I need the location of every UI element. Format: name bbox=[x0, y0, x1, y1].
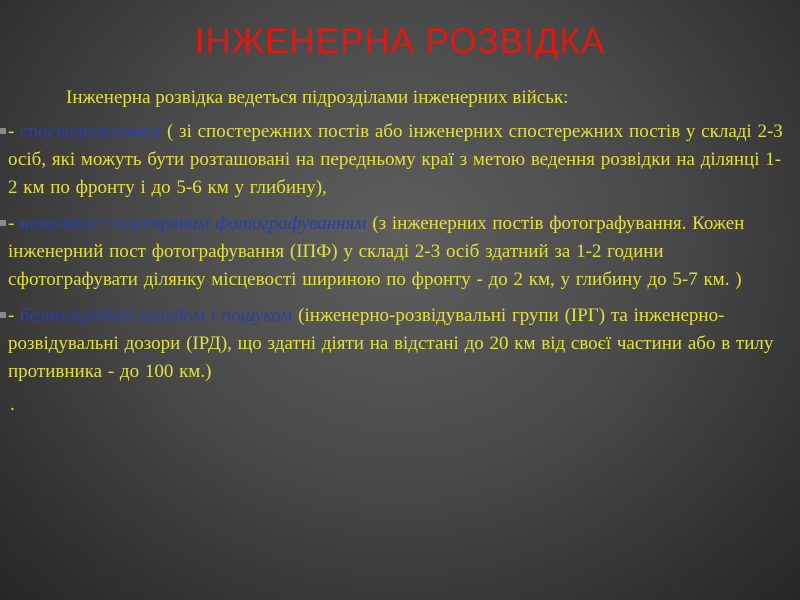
bullet-icon bbox=[0, 312, 6, 318]
item-lead: наземним і повітряним фотографуванням bbox=[20, 213, 367, 234]
item-text: (з інженерних постів фотографування. Кожен інженерний пост фотографування (ІПФ) у складі 2-3 осіб здатний за 1-2 години сфотографувати ділянку місцевості шириною по фронту - до 2 км, у глибину до 5-7 км. ) bbox=[8, 213, 745, 290]
intro-text: Інженерна розвідка ведеться підрозділами інженерних військ: bbox=[66, 87, 569, 108]
item-text: ( зі спостережних постів або інженерних спостережних постів у складі 2-3 осіб, які можуть бути розташовані на передньому краї з метою ведення розвідки на ділянці 1-2 км по фронту і до 5-6 км у глибину), bbox=[8, 121, 783, 198]
list-item bbox=[0, 118, 790, 202]
item-lead: безпосереднім оглядом і пошуком bbox=[20, 305, 293, 326]
trailing-dot: . bbox=[10, 394, 15, 415]
slide-body bbox=[0, 86, 790, 416]
list-item bbox=[0, 210, 790, 294]
bullet-icon bbox=[0, 220, 6, 226]
item-dash: - bbox=[8, 121, 21, 142]
item-dash: - bbox=[8, 213, 21, 234]
bullet-icon bbox=[0, 128, 6, 134]
item-text: (інженерно-розвідувальні групи (ІРГ) та інженерно-розвідувальні дозори (ІРД), що здатні діяти на відстані до 20 км від своєї частини або в тилу противника - до 100 км.) bbox=[8, 305, 774, 382]
slide-title: ІНЖЕНЕРНА РОЗВІДКА bbox=[194, 22, 606, 61]
item-lead: спостереженням bbox=[20, 121, 162, 142]
item-dash: - bbox=[8, 305, 21, 326]
list-item bbox=[0, 302, 790, 386]
